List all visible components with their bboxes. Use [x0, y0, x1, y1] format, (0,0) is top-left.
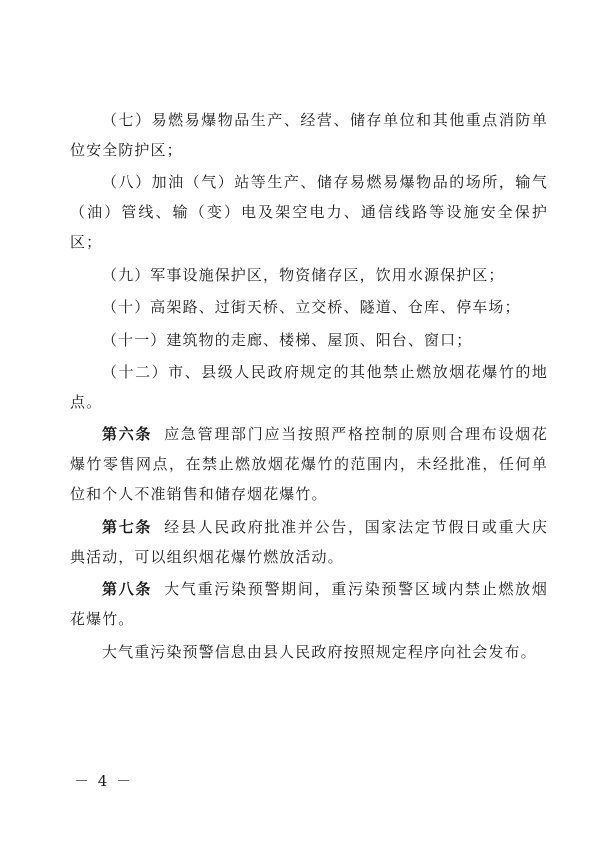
- paragraph-text: 大气重污染预警信息由县人民政府按照规定程序向社会发布。: [102, 642, 537, 661]
- paragraph-text: （七）易燃易爆物品生产、经营、储存单位和其他重点消防单位安全防护区；: [70, 111, 548, 159]
- article-8: [70, 574, 548, 634]
- paragraph-item-10: [70, 292, 548, 322]
- paragraph-text: （九）军事设施保护区，物资储存区，饮用水源保护区；: [102, 265, 505, 284]
- article-number: 第六条: [102, 425, 153, 444]
- paragraph-item-11: [70, 325, 548, 355]
- paragraph-text: （十一）建筑物的走廊、楼梯、屋顶、阳台、窗口；: [102, 330, 473, 349]
- paragraph-text: （十）高架路、过街天桥、立交桥、隧道、仓库、停车场；: [102, 298, 521, 317]
- article-number: 第七条: [102, 517, 153, 536]
- paragraph-item-12: [70, 357, 548, 417]
- paragraph-item-7: [70, 105, 548, 165]
- paragraph-text: （八）加油（气）站等生产、储存易燃易爆物品的场所，输气（油）管线、输（变）电及架空电力、通信线路等设施安全保护区；: [70, 173, 548, 252]
- article-8-paragraph-2: [70, 637, 548, 667]
- article-number: 第八条: [102, 580, 153, 599]
- page-number: － 4 －: [74, 772, 134, 790]
- paragraph-item-9: [70, 260, 548, 290]
- document-body: [70, 105, 548, 667]
- paragraph-item-8: [70, 167, 548, 257]
- article-6: [70, 419, 548, 509]
- paragraph-text: （十二）市、县级人民政府规定的其他禁止燃放烟花爆竹的地点。: [70, 362, 548, 411]
- article-7: [70, 512, 548, 572]
- paragraph-text: 应急管理部门应当按照严格控制的原则合理布设烟花爆竹零售网点，在禁止燃放烟花爆竹的范围内，未经批准，任何单位和个人不准销售和储存烟花爆竹。: [70, 425, 548, 504]
- paragraph-text: 大气重污染预警期间，重污染预警区域内禁止燃放烟花爆竹。: [70, 580, 548, 629]
- paragraph-text: 经县人民政府批准并公告，国家法定节假日或重大庆典活动，可以组织烟花爆竹燃放活动。: [70, 517, 548, 566]
